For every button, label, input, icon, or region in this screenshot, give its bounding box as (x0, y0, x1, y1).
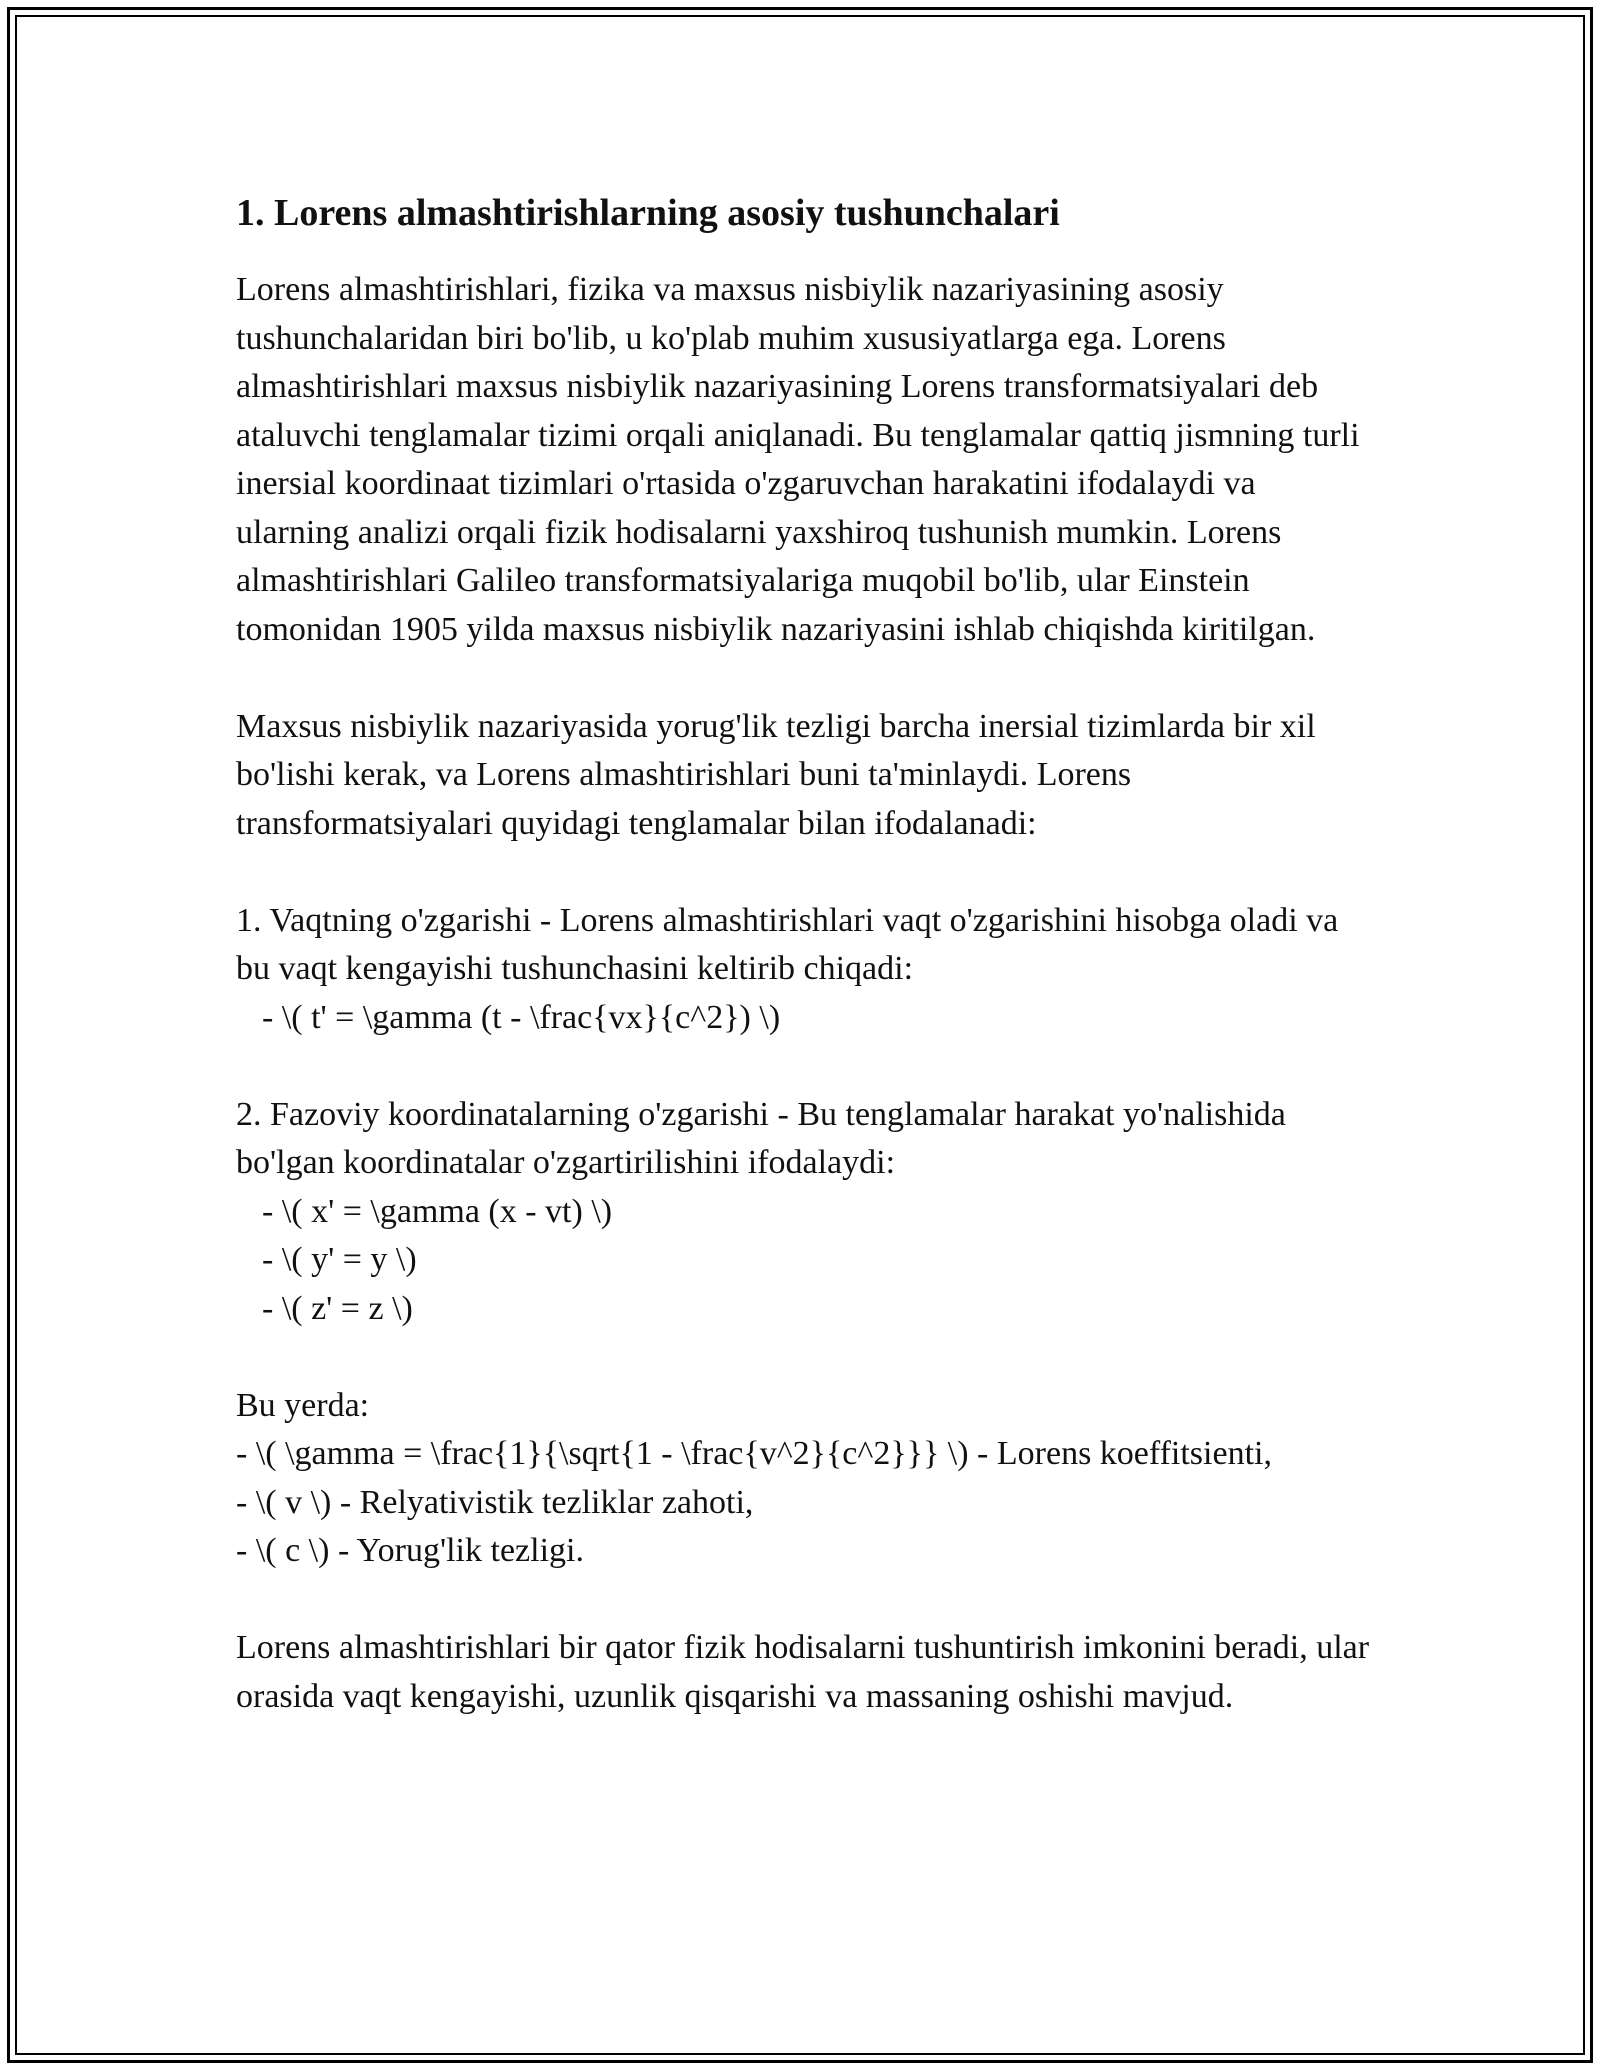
time-change-item (236, 897, 1376, 1043)
c-definition: - \( c \) - Yorug'lik tezligi. (236, 1532, 584, 1569)
paragraph-gap (236, 1576, 1376, 1625)
where-label: Bu yerda: (236, 1386, 370, 1424)
gamma-definition: - \( \gamma = \frac{1}{\sqrt{1 - \frac{v^2}{c^2}}} \) - Lorens koeffitsienti, (236, 1435, 1272, 1472)
paragraph-gap (236, 654, 1376, 703)
z-formula: - \( z' = z \) (262, 1289, 413, 1327)
y-formula: - \( y' = y \) (262, 1241, 417, 1278)
x-formula: - \( x' = \gamma (x - vt) \) (262, 1192, 613, 1230)
paragraph-gap (236, 1042, 1376, 1091)
time-change-text: 1. Vaqtning o'zgarishi - Lorens almashtirishlari vaqt o'zgarishini hisobga oladi va bu vaqt kengayishi tushunchasini keltirib chiqadi: (236, 901, 1339, 987)
where-section (236, 1382, 1376, 1576)
space-change-item (236, 1091, 1376, 1334)
time-formula: - \( t' = \gamma (t - \frac{vx}{c^2}) \) (262, 998, 781, 1036)
space-change-text: 2. Fazoviy koordinatalarning o'zgarishi - Bu tenglamalar harakat yo'nalishida bo'lgan koordinatalar o'zgartirilishini ifodalaydi: (236, 1095, 1286, 1181)
transform-intro-paragraph: Maxsus nisbiylik nazariyasida yorug'lik tezligi barcha inersial tizimlarda bir xil bo'lishi kerak, va Lorens almashtirishlari buni ta'minlaydi. Lorens transformatsiyalari quyidagi tenglamalar bilan ifodalanadi: (236, 707, 1316, 842)
conclusion-paragraph: Lorens almashtirishlari bir qator fizik hodisalarni tushuntirish imkonini beradi, ular orasida vaqt kengayishi, uzunlik qisqarishi va massaning oshishi mavjud. (236, 1629, 1370, 1715)
intro-paragraph: Lorens almashtirishlari, fizika va maxsus nisbiylik nazariyasining asosiy tushunchalaridan biri bo'lib, u ko'plab muhim xususiyatlarga ega. Lorens almashtirishlari maxsus nisbiylik nazariyasining Lorens transformatsiyalari deb ataluvchi tenglamalar tizimi orqali aniqlanadi. Bu tenglamalar qattiq jismning turli inersial koordinaat tizimlari o'rtasida o'zgaruvchan harakatini ifodalaydi va ularning analizi orqali fizik hodisalarni yaxshiroq tushunish mumkin. Lorens almashtirishlari Galileo transformatsiyalariga muqobil bo'lib, ular Einstein tomonidan 1905 yilda maxsus nisbiylik nazariyasini ishlab chiqishda kiritilgan. (236, 271, 1360, 648)
document-body (236, 185, 1376, 1721)
paragraph-gap (236, 1333, 1376, 1382)
v-definition: - \( v \) - Relyativistik tezliklar zahoti, (236, 1483, 754, 1521)
section-heading: 1. Lorens almashtirishlarning asosiy tushunchalari (236, 192, 1060, 234)
paragraph-gap (236, 848, 1376, 897)
